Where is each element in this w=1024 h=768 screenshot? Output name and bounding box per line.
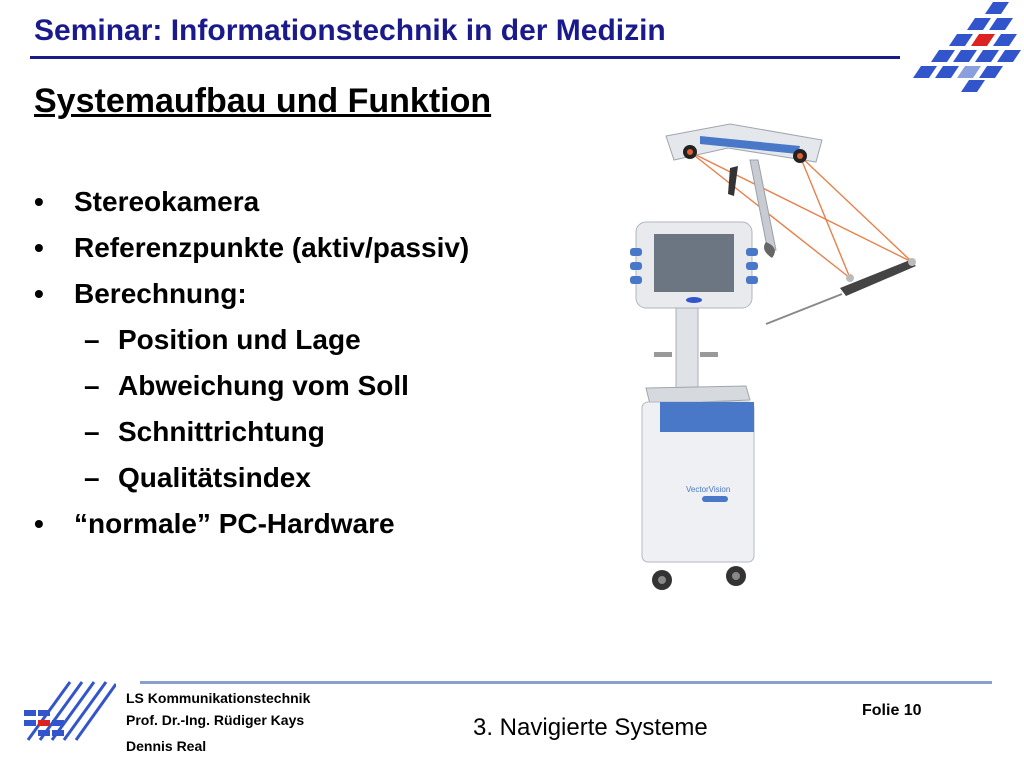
bullet-item	[34, 228, 594, 274]
pointer-instrument	[766, 258, 916, 324]
header-divider	[30, 56, 900, 59]
bullet-text: Berechnung:	[74, 278, 247, 309]
bullet-marker: •	[34, 278, 44, 309]
column	[654, 308, 718, 392]
chair-logo-icon	[20, 680, 116, 744]
chair-logo-icon	[905, 0, 1024, 96]
sub-bullet-item	[34, 320, 594, 366]
bullet-item	[34, 274, 594, 320]
bullet-marker: •	[34, 186, 44, 217]
bullet-list	[34, 182, 594, 550]
bullet-marker: –	[84, 462, 100, 493]
bullet-text: “normale” PC-Hardware	[74, 508, 395, 539]
cart-base	[642, 386, 754, 590]
bullet-text: Schnittrichtung	[118, 416, 325, 447]
sub-bullet-item	[34, 458, 594, 504]
bullet-text: Position und Lage	[118, 324, 361, 355]
bullet-marker: –	[84, 370, 100, 401]
footer-institution: LS Kommunikationstechnik	[126, 690, 311, 706]
bullet-item	[34, 504, 594, 550]
footer-professor: Prof. Dr.-Ing. Rüdiger Kays	[126, 712, 305, 728]
stereo-camera	[666, 124, 822, 196]
sub-bullet-item	[34, 366, 594, 412]
bullet-marker: –	[84, 416, 100, 447]
bullet-text: Stereokamera	[74, 186, 260, 217]
bullet-marker: –	[84, 324, 100, 355]
footer-section-title: 3. Navigierte Systeme	[473, 714, 708, 741]
footer-divider	[140, 681, 992, 684]
bullet-item	[34, 182, 594, 228]
slide-heading: Systemaufbau und Funktion	[34, 82, 492, 120]
camera-arm	[750, 160, 776, 258]
header-title: Seminar: Informationstechnik in der Medizin	[34, 14, 666, 47]
bullet-text: Referenzpunkte (aktiv/passiv)	[74, 232, 470, 263]
navigation-system-image	[600, 100, 930, 610]
sub-bullet-item	[34, 412, 594, 458]
monitor	[630, 222, 758, 308]
bullet-text: Abweichung vom Soll	[118, 370, 409, 401]
bullet-marker: •	[34, 232, 44, 263]
brand-label: VectorVision	[686, 485, 731, 494]
footer-author: Dennis Real	[126, 738, 207, 754]
slide-number: Folie 10	[862, 702, 922, 719]
bullet-text: Qualitätsindex	[118, 462, 311, 493]
bullet-marker: •	[34, 508, 44, 539]
